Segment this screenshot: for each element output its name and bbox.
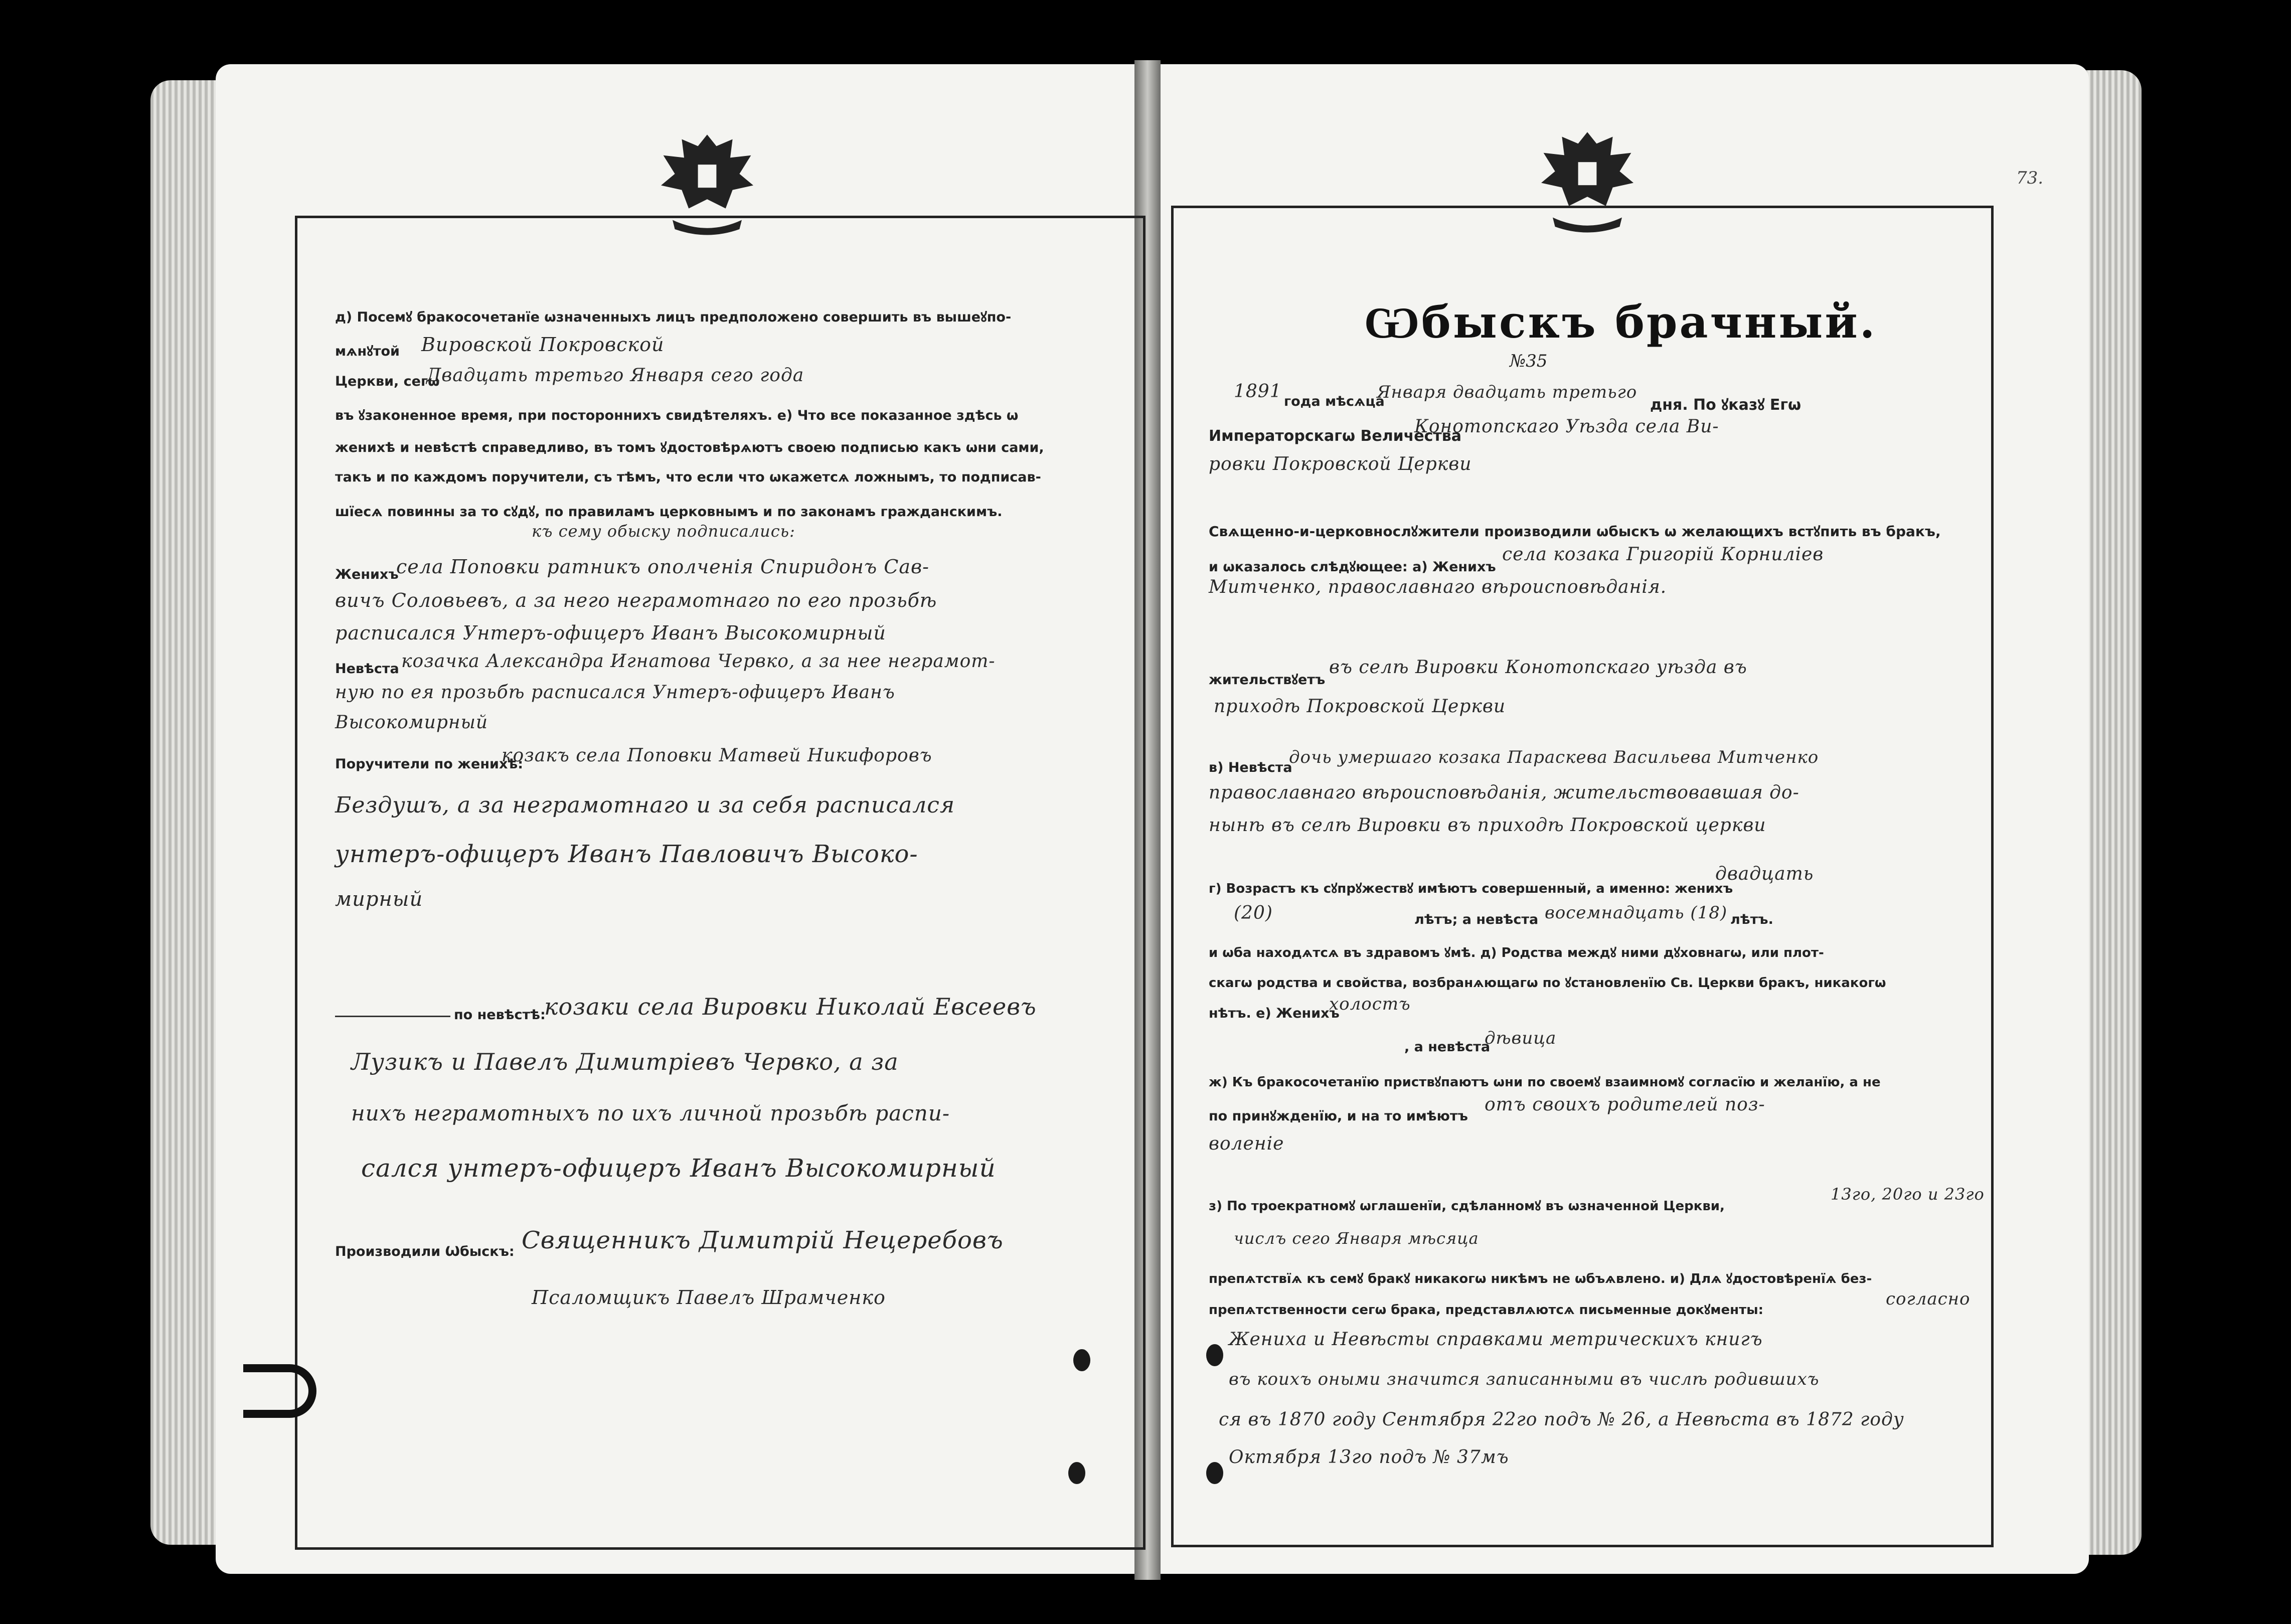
right-line-1-year: 1891	[1234, 381, 1282, 402]
right-documents-4: ся въ 1870 году Сентября 22го подъ № 26, а Невѣста въ 1872 году	[1219, 1409, 1904, 1430]
left-line-1: д) Посемꙋ бракосочетанїе ѡзначенныхъ лицъ предположено совершить въ вышеꙋпо-	[335, 309, 1012, 325]
left-dash-rule	[335, 1016, 450, 1017]
left-line-3-printed: Церкви, сегѡ	[335, 374, 440, 389]
right-banns-month: числъ сего Января мѣсяца	[1234, 1229, 1479, 1248]
left-bride-guarantors-1: козаки села Вировки Николай Евсеевъ	[544, 993, 1037, 1020]
right-kinship-line-2: скагѡ родства и свойства, возбранѧющагѡ по ꙋстановленїю Св. Церкви бракъ, никакогѡ	[1209, 976, 1886, 991]
left-line-2-handwritten: Вировской Покровской	[421, 334, 665, 356]
binding-hole	[1206, 1462, 1223, 1484]
right-line-4: Свѧщенно-и-церковнослꙋжители производили ѡбыскъ ѡ желающихъ встꙋпить въ бракъ,	[1209, 523, 1941, 540]
left-psalmist-signature: Псаломщикъ Павелъ Шрамченко	[532, 1286, 886, 1309]
left-groom-guarantors-2: Бездушъ, а за неграмотнаго и за себя расписался	[335, 792, 955, 818]
left-conducted-label: Производили Ѡбыскъ:	[335, 1244, 515, 1259]
right-line-2-handwritten: Конотопскаго Уѣзда села Ви-	[1414, 416, 1719, 437]
paper-clip	[243, 1364, 316, 1418]
left-groom-guarantors-3: унтеръ-офицеръ Иванъ Павловичъ Высоко-	[335, 840, 918, 868]
left-line-3-handwritten: Двадцать третьго Января сего года	[426, 365, 804, 386]
left-line-7: шїесѧ повинны за то сꙋдꙋ, по правиламъ церковнымъ и по законамъ гражданскимъ.	[335, 504, 1003, 520]
right-obstacles-line-1: препѧтствїѧ къ семꙋ бракꙋ никакогѡ никѣмъ не ѡбъѧвлено. и) Длѧ ꙋдостовѣренїѧ без-	[1209, 1271, 1872, 1286]
binding-hole	[1068, 1462, 1085, 1484]
left-bride-label: Невѣста	[335, 661, 399, 677]
double-headed-eagle-emblem-right	[1530, 120, 1645, 241]
left-bride-guarantors-3: нихъ неграмотныхъ по ихъ личной прозьбѣ распи-	[351, 1101, 950, 1125]
right-bride-3: нынѣ въ селѣ Вировки въ приходѣ Покровской церкви	[1209, 815, 1766, 836]
right-kinship-line-1: и ѡба находѧтсѧ въ здравомъ ꙋмѣ. д) Родства междꙋ ними дꙋховнагѡ, или плот-	[1209, 945, 1824, 960]
right-line-1-printed: года мѣсѧца	[1284, 394, 1385, 409]
right-age-printed-2: лѣтъ; а невѣста	[1414, 912, 1539, 927]
right-documents-printed: препѧтственности сегѡ брака, представлѧютсѧ письменные докꙋменты:	[1209, 1303, 1764, 1318]
left-groom-guarantors-4: мирный	[335, 888, 423, 911]
left-groom-2: вичъ Соловьевъ, а за него неграмотнаго по его прозьбѣ	[335, 589, 937, 611]
right-residence-2: приходѣ Покровской Церкви	[1214, 696, 1506, 717]
left-bride-guarantors-label: по невѣстѣ:	[454, 1007, 546, 1023]
right-line-6-handwritten: Митченко, православнаго вѣроисповѣданiя.	[1209, 577, 1667, 597]
right-residence-label: жительствꙋетъ	[1209, 672, 1326, 688]
double-headed-eagle-emblem-left	[649, 123, 765, 243]
left-bride-1: козачка Александра Игнатова Червко, а за нее неграмот-	[401, 651, 996, 672]
left-line-2-printed: мѧнꙋтой	[335, 344, 400, 359]
right-bride-1: дочь умершаго козака Параскева Васильева Митченко	[1289, 747, 1819, 767]
right-age-printed-3: лѣтъ.	[1730, 912, 1773, 927]
right-line-5-handwritten: села козака Григорiй Корнилiев	[1502, 544, 1824, 565]
left-bride-3: Высокомирный	[335, 712, 488, 733]
right-age-line-printed: г) Возрастъ къ сꙋпрꙋжествꙋ имѣютъ совершенный, а именно: женихъ	[1209, 881, 1733, 896]
record-number: №35	[1510, 351, 1548, 371]
right-status-groom: холостъ	[1329, 994, 1411, 1014]
left-groom-3: расписался Унтеръ-офицеръ Иванъ Высокомирный	[335, 622, 886, 644]
right-documents-5: Октября 13го подъ № 37мъ	[1229, 1447, 1509, 1468]
right-residence-1: въ селѣ Вировки Конотопскаго уѣзда въ	[1329, 657, 1747, 678]
right-status-bride: дѣвица	[1485, 1028, 1557, 1048]
right-banns-printed: з) По троекратномꙋ ѡглашенїи, сдѣланномꙋ въ ѡзначенной Церкви,	[1209, 1199, 1725, 1214]
book-edge-right	[2081, 70, 2142, 1555]
left-line-4: въ ꙋзаконенное время, при постороннихъ свидѣтеляхъ. е) Что все показанное здѣсь ѡ	[335, 408, 1019, 423]
right-line-3-handwritten: ровки Покровской Церкви	[1209, 454, 1472, 474]
left-bride-guarantors-4: сался унтеръ-офицеръ Иванъ Высокомирный	[361, 1154, 996, 1183]
left-bride-2: ную по ея прозьбѣ расписался Унтеръ-офицеръ Иванъ	[335, 682, 895, 703]
left-bride-guarantors-2: Лузикъ и Павелъ Димитрiевъ Червко, а за	[351, 1048, 899, 1075]
right-line-1-date: Января двадцать третьго	[1377, 382, 1638, 402]
left-line-8-handwritten: къ сему обыску подписались:	[532, 522, 795, 541]
right-documents-2: Жениха и Невѣсты справками метрическихъ книгъ	[1229, 1329, 1763, 1350]
right-consent-line-2-handwritten: отъ своихъ родителей поз-	[1485, 1094, 1765, 1115]
right-consent-line-1: ж) Къ бракосочетанїю приствꙋпаютъ ѡни по своемꙋ взаимномꙋ согласїю и желанїю, а не	[1209, 1075, 1881, 1090]
right-status-bride-label: , а невѣста	[1404, 1039, 1491, 1055]
right-age-groom-num: (20)	[1234, 903, 1273, 923]
right-age-groom: двадцать	[1715, 864, 1814, 884]
right-banns-dates: 13го, 20го и 23го	[1831, 1185, 1985, 1204]
left-groom-label: Женихъ	[335, 567, 399, 582]
left-priest-signature: Священникъ Димитрiй Нецеребовъ	[522, 1226, 1004, 1254]
right-line-2-printed: Императорскагѡ Величества	[1209, 427, 1462, 445]
right-line-5-printed: и ѡказалось слѣдꙋющее: а) Женихъ	[1209, 559, 1496, 575]
right-consent-line-2-printed: по принꙋжденїю, и на то имѣютъ	[1209, 1108, 1468, 1124]
right-documents-1: согласно	[1886, 1289, 1971, 1309]
right-bride-2: православнаго вѣроисповѣданiя, жительствовавшая до-	[1209, 782, 1799, 803]
left-line-6: такъ и по каждомъ поручители, съ тѣмъ, что если что ѡкажетсѧ ложнымъ, то подписав-	[335, 469, 1041, 485]
right-age-bride: восемнадцать (18)	[1545, 903, 1728, 923]
right-bride-label: в) Невѣста	[1209, 760, 1292, 775]
right-line-1-printed-end: дня. По ꙋказꙋ Егѡ	[1650, 396, 1802, 414]
left-groom-guarantors-label: Поручители по женихѣ:	[335, 756, 524, 772]
right-consent-line-3-handwritten: воленiе	[1209, 1133, 1284, 1154]
page-number: 73.	[2016, 168, 2044, 188]
left-groom-guarantors-1: козакъ села Поповки Матвей Никифоровъ	[502, 745, 932, 766]
binding-hole	[1073, 1349, 1090, 1371]
book-edge-left	[150, 80, 226, 1545]
left-line-5: женихѣ и невѣстѣ справедливо, въ томъ ꙋдостовѣрѧютъ своею подписью какъ ѡни сами,	[335, 440, 1044, 455]
binding-hole	[1206, 1344, 1223, 1366]
right-status-label: нѣтъ. е) Женихъ	[1209, 1006, 1340, 1021]
left-groom-1: села Поповки ратникъ ополченiя Спиридонъ Сав-	[396, 556, 929, 578]
document-title: Ѡбыскъ брачный.	[1364, 296, 1877, 348]
right-documents-3: въ коихъ оными значится записанными въ числѣ родившихъ	[1229, 1369, 1820, 1389]
